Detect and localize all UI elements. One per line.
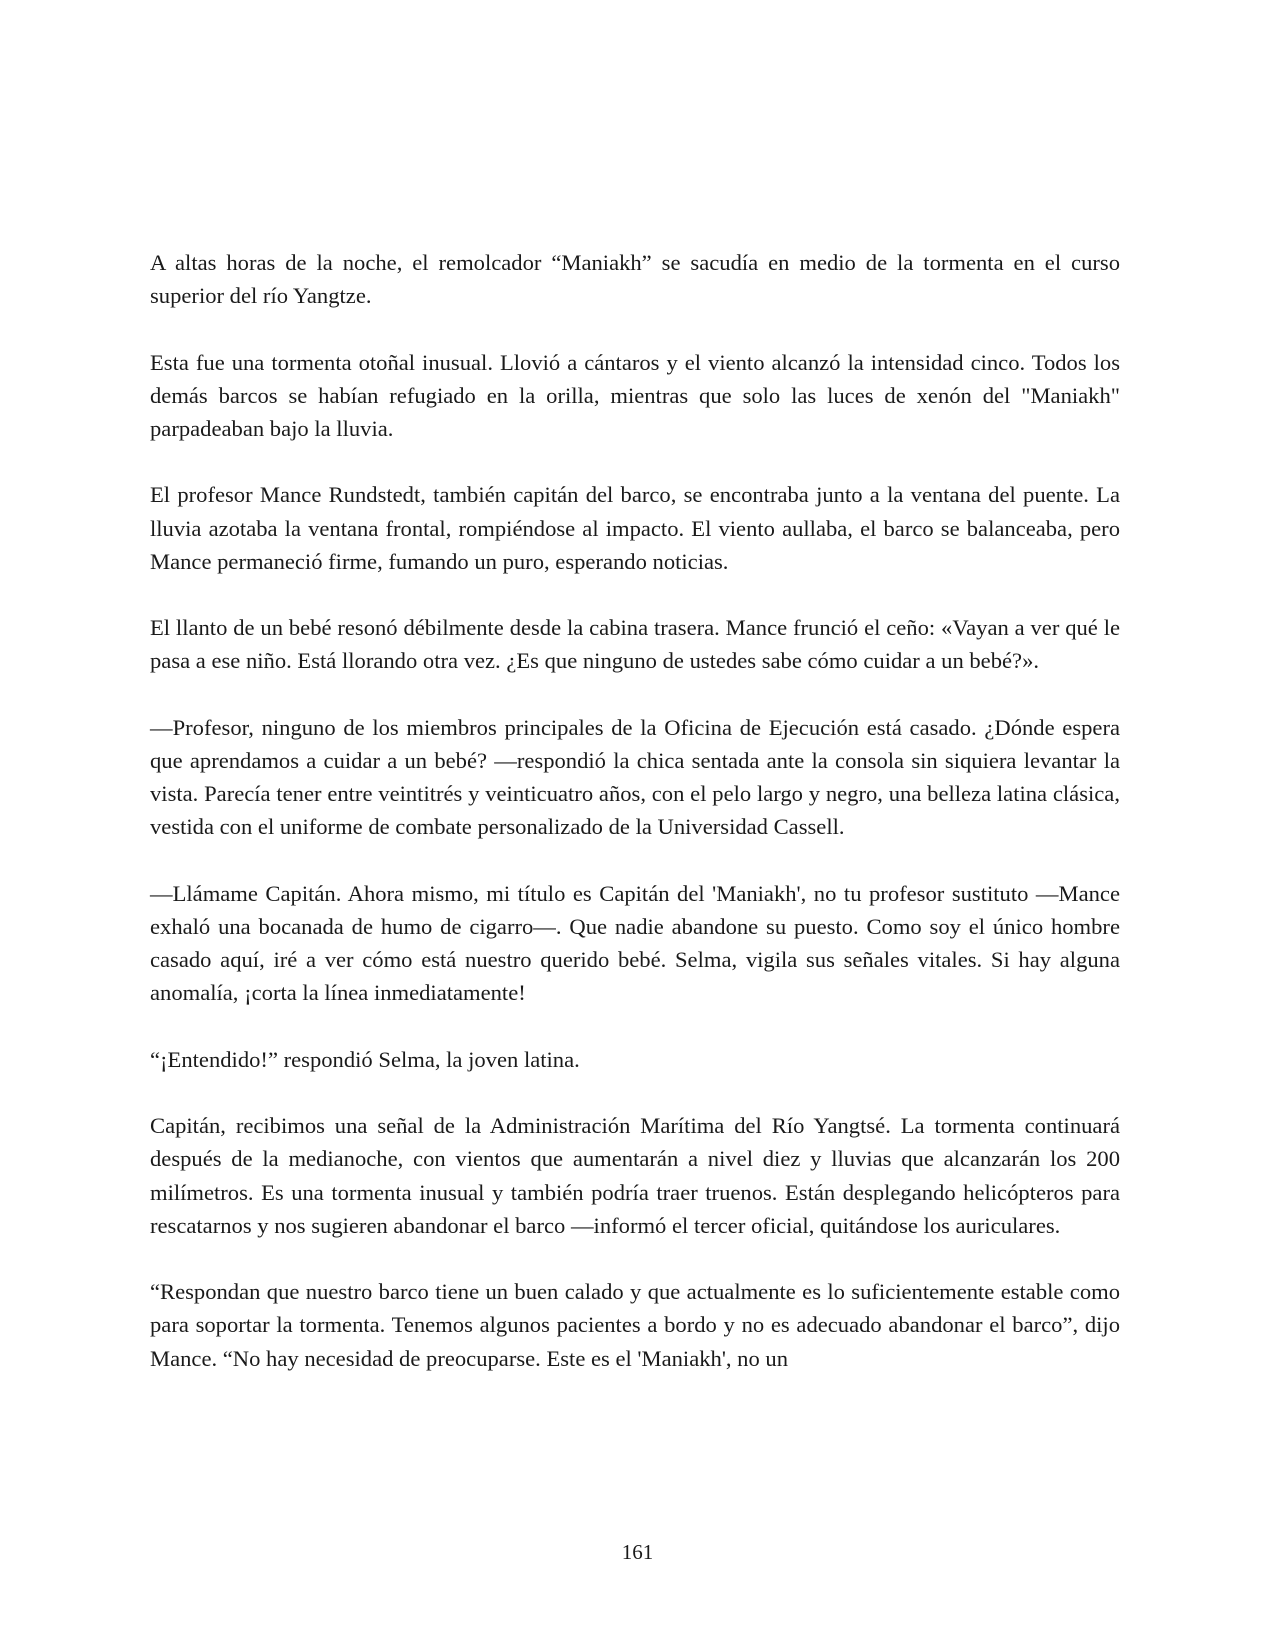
paragraph-2: Esta fue una tormenta otoñal inusual. Llovió a cántaros y el viento alcanzó la intensidad cinco. Todos los demás barcos se habían refugiado en la orilla, mientras que solo las luces de xenón del "Maniakh" parpadeaban bajo la lluvia.: [150, 349, 1120, 441]
page-number: 161: [621, 1540, 654, 1564]
paragraph-9: “Respondan que nuestro barco tiene un buen calado y que actualmente es lo suficientemente estable como para soportar la tormenta. Tenemos algunos pacientes a bordo y no es adecuado abandonar el barco”, dijo Mance. “No hay necesidad de preocuparse. Este es el 'Maniakh', no un: [150, 1279, 1120, 1371]
paragraph-5: —Profesor, ninguno de los miembros principales de la Oficina de Ejecución está casado. ¿Dónde espera que aprendamos a cuidar a un bebé? —respondió la chica sentada ante la consola sin siquiera levantar la vista. Parecía tener entre veintitrés y veinticuatro años, con el pelo largo y negro, una belleza latina clásica, vestida con el uniforme de combate personalizado de la Universidad Cassell.: [150, 714, 1120, 840]
body-text: [150, 246, 1120, 1408]
paragraph-4: El llanto de un bebé resonó débilmente desde la cabina trasera. Mance frunció el ceño: «Vayan a ver qué le pasa a ese niño. Está llorando otra vez. ¿Es que ninguno de ustedes sabe cómo cuidar a un bebé?».: [150, 615, 1120, 674]
paragraph-7: “¡Entendido!” respondió Selma, la joven latina.: [150, 1046, 580, 1072]
paragraph-8: Capitán, recibimos una señal de la Administración Marítima del Río Yangtsé. La tormenta continuará después de la medianoche, con vientos que aumentarán a nivel diez y lluvias que alcanzarán los 200 milímetros. Es una tormenta inusual y también podría traer truenos. Están desplegando helicópteros para rescatarnos y nos sugieren abandonar el barco —informó el tercer oficial, quitándose los auriculares.: [150, 1113, 1120, 1238]
paragraph-6: —Llámame Capitán. Ahora mismo, mi título es Capitán del 'Maniakh', no tu profesor sustituto —Mance exhaló una bocanada de humo de cigarro—. Que nadie abandone su puesto. Como soy el único hombre casado aquí, iré a ver cómo está nuestro querido bebé. Selma, vigila sus señales vitales. Si hay alguna anomalía, ¡corta la línea inmediatamente!: [150, 880, 1120, 1006]
paragraph-3: El profesor Mance Rundstedt, también capitán del barco, se encontraba junto a la ventana del puente. La lluvia azotaba la ventana frontal, rompiéndose al impacto. El viento aullaba, el barco se balanceaba, pero Mance permaneció firme, fumando un puro, esperando noticias.: [150, 482, 1120, 574]
paragraph-1: A altas horas de la noche, el remolcador “Maniakh” se sacudía en medio de la tormenta en el curso superior del río Yangtze.: [150, 250, 1120, 309]
